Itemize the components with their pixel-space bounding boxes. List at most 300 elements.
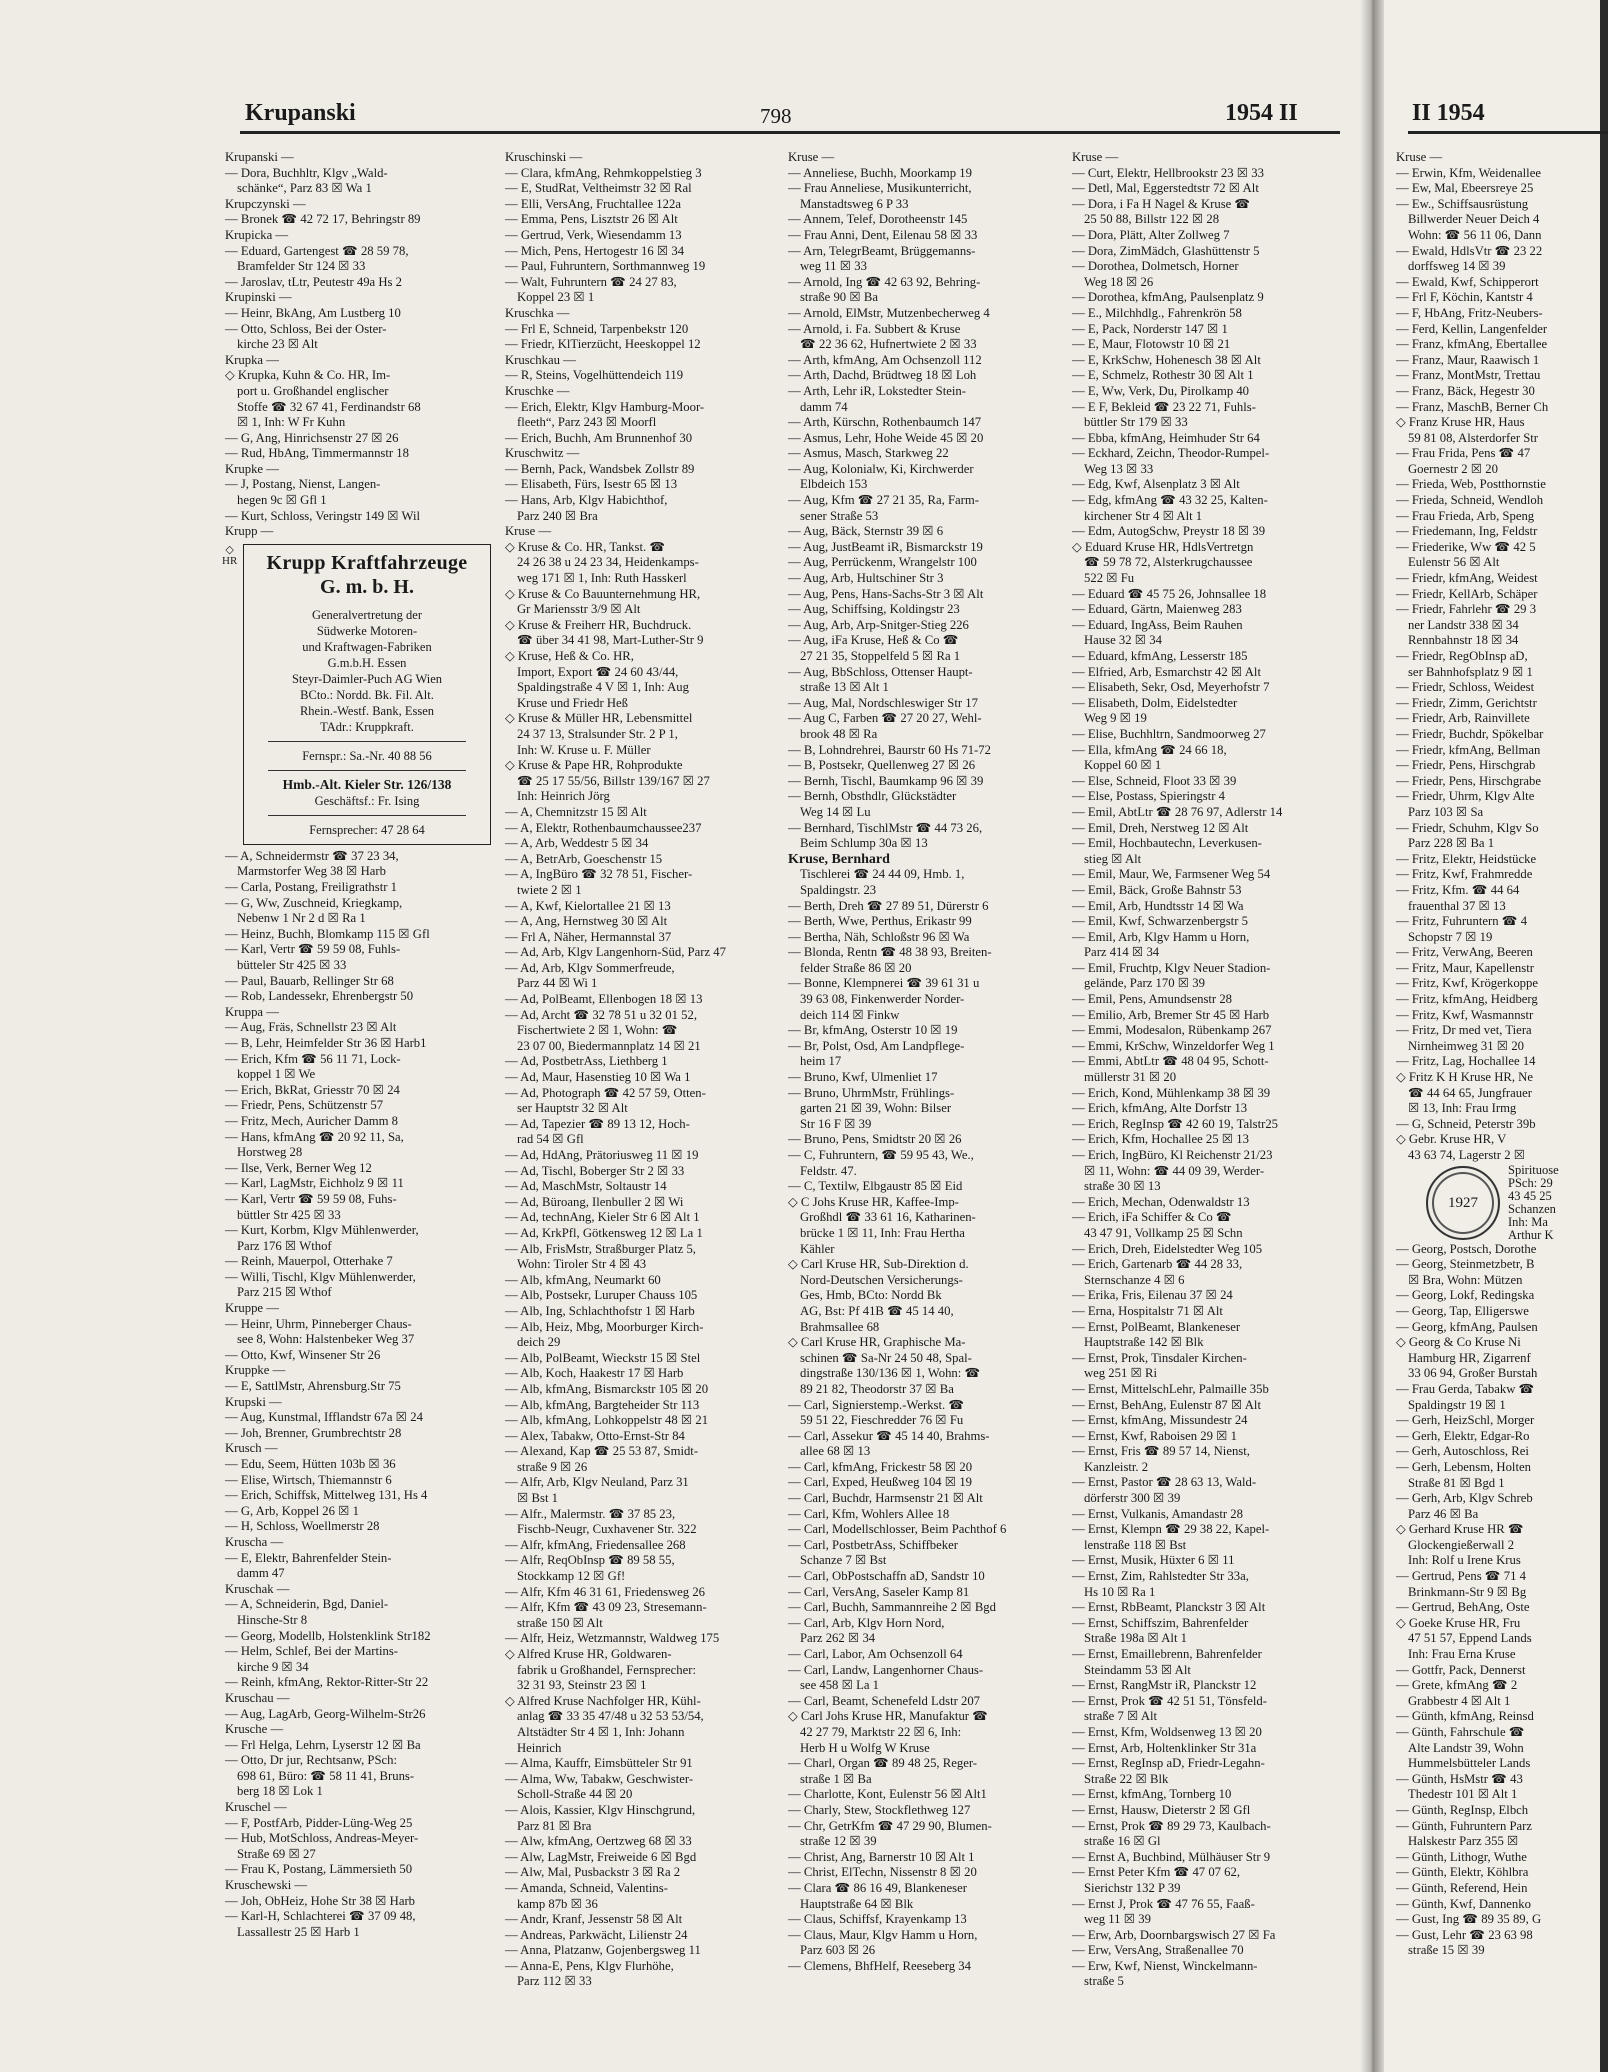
directory-entry: schinen ☎ Sa-Nr 24 50 48, Spal-: [800, 1350, 972, 1365]
directory-entry: weg 171 ☒ 1, Inh: Ruth Hasskerl: [517, 571, 687, 586]
directory-entry: Kanzleistr. 2: [1084, 1459, 1149, 1474]
directory-entry: Rennbahnstr 18 ☒ 34: [1408, 633, 1519, 648]
directory-entry: — Ernst, Vulkanis, Amandastr 28: [1072, 1506, 1243, 1521]
directory-entry: — Ernst, kfmAng, Tornberg 10: [1072, 1787, 1232, 1802]
directory-entry: — Friederike, Ww ☎ 42 5: [1396, 539, 1536, 554]
directory-entry: — Emil, Arb, Hundtsstr 14 ☒ Wa: [1072, 898, 1244, 913]
directory-entry: — Carl, Exped, Heußweg 104 ☒ 19: [788, 1475, 973, 1490]
directory-entry: — Frau Anneliese, Musikunterricht,: [788, 181, 972, 196]
directory-entry: — Georg, Postsch, Dorothe: [1396, 1241, 1537, 1256]
directory-entry: — Alb, kfmAng, Bismarckstr 105 ☒ 20: [505, 1381, 709, 1396]
directory-entry: — Gerh, Autoschloss, Rei: [1396, 1444, 1529, 1459]
directory-entry: — Ad, Arb, Klgv Sommerfreude,: [505, 960, 675, 975]
directory-entry: Manstadtsweg 6 P 33: [800, 196, 909, 211]
directory-entry: kirche 23 ☒ Alt: [237, 337, 318, 352]
directory-entry: Eulenstr 56 ☒ Alt: [1408, 555, 1500, 570]
directory-entry: fabrik u Großhandel, Fernsprecher:: [517, 1662, 696, 1677]
ad-line: Steyr-Daimler-Puch AG Wien: [291, 671, 443, 686]
directory-entry: 89 21 82, Theodorstr 37 ☒ Ba: [800, 1381, 954, 1396]
gebr-lines: [1508, 1164, 1559, 1242]
directory-entry: Bramfelder Str 124 ☒ 33: [237, 259, 366, 274]
directory-entry: — E, KrkSchw, Hohenesch 38 ☒ Alt: [1072, 352, 1261, 367]
directory-entry: — Aug, Mal, Nordschleswiger Str 17: [788, 695, 978, 710]
directory-entry: — Alfr, Kfm 46 31 61, Friedensweg 26: [505, 1584, 706, 1599]
directory-entry: straße 12 ☒ 39: [800, 1834, 877, 1849]
directory-entry: ser Hauptstr 32 ☒ Alt: [517, 1101, 628, 1116]
directory-entry: müllerstr 31 ☒ 20: [1084, 1070, 1177, 1085]
hr-label: HR: [222, 554, 238, 567]
directory-entry: Inh: Heinrich Jörg: [517, 789, 610, 804]
directory-entry: — B, Postsekr, Quellenweg 27 ☒ 26: [788, 758, 976, 773]
directory-entry: Stockkamp 12 ☒ Gf!: [517, 1569, 626, 1584]
directory-entry: — Carl, Landw, Langenhorner Chaus-: [788, 1662, 984, 1677]
directory-entry: Hs 10 ☒ Ra 1: [1084, 1584, 1156, 1599]
directory-entry: — Charly, Stew, Stockflethweg 127: [788, 1802, 971, 1817]
directory-entry: — Carl, Buchh, Sammannreihe 2 ☒ Bgd: [788, 1600, 996, 1615]
directory-entry: 24 26 38 u 24 23 34, Heidenkamps-: [517, 555, 699, 570]
directory-entry: Alte Landstr 39, Wohn: [1408, 1740, 1524, 1755]
directory-entry: straße 13 ☒ Alt 1: [800, 680, 889, 695]
directory-entry: — A, IngBüro ☎ 32 78 51, Fischer-: [505, 867, 693, 882]
gebr-line: Inh: Ma: [1508, 1214, 1548, 1229]
directory-entry: — Frieda, Schneid, Wendloh: [1396, 493, 1544, 508]
directory-entry: Brinkmann-Str 9 ☒ Bg: [1408, 1584, 1527, 1599]
directory-entry: Thedestr 101 ☒ Alt 1: [1408, 1787, 1518, 1802]
directory-entry: — E, StudRat, Veltheimstr 32 ☒ Ral: [505, 181, 692, 196]
directory-entry: see 8, Wohn: Halstenbeker Weg 37: [237, 1332, 415, 1347]
ad-manager: Geschäftsf.: Fr. Ising: [314, 793, 420, 808]
directory-entry: — Aug, Schiffsing, Koldingstr 23: [788, 602, 960, 617]
directory-entry: — Ernst, RangMstr iR, Planckstr 12: [1072, 1678, 1257, 1693]
directory-entry: — Mich, Pens, Hertogestr 16 ☒ 34: [505, 243, 685, 258]
directory-entry: — Alma, Ww, Tabakw, Geschwister-: [505, 1771, 694, 1786]
directory-entry: — Aug, Arb, Hultschiner Str 3: [788, 571, 944, 586]
directory-entry: — Elise, Wirtsch, Thiemannstr 6: [225, 1472, 392, 1487]
directory-entry: — Walt, Fuhruntern ☎ 24 27 83,: [505, 274, 677, 289]
directory-entry: — Paul, Fuhruntern, Sorthmannweg 19: [505, 259, 706, 274]
directory-entry: ◇ Carl Kruse HR, Sub-Direktion d.: [788, 1257, 969, 1272]
directory-entry: — Erich, Kond, Mühlenkamp 38 ☒ 39: [1072, 1085, 1271, 1100]
directory-entry: — Aug, Kfm ☎ 27 21 35, Ra, Farm-: [788, 493, 979, 508]
directory-entry: — Emil, Kwf, Schwarzenbergstr 5: [1072, 914, 1248, 929]
directory-entry: — Helm, Schlef, Bei der Martins-: [225, 1644, 399, 1659]
directory-entry: — Joh, ObHeiz, Hohe Str 38 ☒ Harb: [225, 1893, 416, 1908]
krupp-advertisement: [222, 543, 491, 845]
directory-entry: — Erich, RegInsp ☎ 42 60 19, Talstr25: [1072, 1116, 1279, 1131]
directory-entry: kamp 87b ☒ 36: [517, 1896, 598, 1911]
page-year: 1954 II: [1225, 100, 1298, 126]
directory-entry: — Erna, Hospitalstr 71 ☒ Alt: [1072, 1303, 1223, 1318]
directory-entry: — Karl, LagMstr, Eichholz 9 ☒ 11: [225, 1176, 404, 1191]
directory-entry: — Günth, Lithogr, Wuthe: [1396, 1849, 1527, 1864]
right-page: [1384, 0, 1600, 2072]
directory-entry: weg 11 ☒ 39: [1084, 1912, 1151, 1927]
directory-entry: — Friedr, Pens, Hirschgrab: [1396, 758, 1536, 773]
seal-emblem: [1426, 1166, 1500, 1240]
directory-entry: — Arth, Lehr iR, Lokstedter Stein-: [788, 383, 966, 398]
directory-entry: Horstweg 28: [237, 1145, 303, 1160]
directory-entry: — Emil, Bäck, Große Bahnstr 53: [1072, 882, 1242, 897]
directory-entry: see 458 ☒ La 1: [800, 1678, 880, 1693]
directory-entry: — Alb, kfmAng, Lohkoppelstr 48 ☒ 21: [505, 1413, 709, 1428]
directory-entry: — Ernst, Prok, Tinsdaler Kirchen-: [1072, 1350, 1247, 1365]
directory-entry: — Kurt, Korbm, Klgv Mühlenwerder,: [225, 1223, 419, 1238]
directory-entry: — Fritz, Kfm. ☎ 44 64: [1396, 882, 1520, 897]
directory-entry: ◇ Kruse & Co. HR, Tankst. ☎: [505, 539, 666, 554]
directory-entry: — Claus, Maur, Klgv Hamm u Horn,: [788, 1927, 978, 1942]
directory-entry: — Hans, Arb, Klgv Habichthof,: [505, 493, 668, 508]
directory-entry: ◇ Alfred Kruse HR, Goldwaren-: [505, 1647, 672, 1661]
directory-entry: garten 21 ☒ 39, Wohn: Bilser: [800, 1101, 952, 1116]
directory-entry: — Georg, Lokf, Redingska: [1396, 1288, 1535, 1303]
directory-entry: straße 15 ☒ 39: [1408, 1943, 1485, 1958]
directory-entry: — Aug, Arb, Arp-Snitger-Stieg 226: [788, 617, 969, 632]
directory-entry: hegen 9c ☒ Gfl 1: [237, 493, 327, 508]
directory-entry: Grabbestr 4 ☒ Alt 1: [1408, 1693, 1511, 1708]
directory-entry: — Carl, Kfm, Wohlers Allee 18: [788, 1506, 950, 1521]
column-2: [505, 150, 780, 2060]
directory-entry: — Frau Anni, Dent, Eilenau 58 ☒ 33: [788, 227, 978, 242]
directory-entry: Parz 112 ☒ 33: [517, 1974, 592, 1989]
directory-entry: — Frau Frida, Pens ☎ 47: [1396, 446, 1531, 461]
directory-entry: — Ella, kfmAng ☎ 24 66 18,: [1072, 742, 1227, 757]
directory-entry: Koppel 23 ☒ 1: [517, 290, 595, 305]
directory-entry: — Gertrud, BehAng, Oste: [1396, 1600, 1530, 1615]
directory-entry: Parz 176 ☒ Wthof: [237, 1238, 332, 1253]
directory-entry: Koppel 60 ☒ 1: [1084, 758, 1162, 773]
directory-entry: straße 9 ☒ 26: [517, 1459, 588, 1474]
ad-line: BCto.: Nordd. Bk. Fil. Alt.: [300, 687, 434, 702]
directory-entry: — Ernst Peter Kfm ☎ 47 07 62,: [1072, 1865, 1241, 1880]
directory-entry: Straße 81 ☒ Bgd 1: [1408, 1475, 1505, 1490]
directory-entry: Parz 228 ☒ Ba 1: [1408, 836, 1495, 851]
directory-entry: sener Straße 53: [800, 508, 879, 523]
directory-entry: — Alb, FrisMstr, Straßburger Platz 5,: [505, 1241, 696, 1256]
directory-entry: — Emil, Fruchtp, Klgv Neuer Stadion-: [1072, 960, 1271, 975]
directory-entry: Schopstr 7 ☒ 19: [1408, 929, 1493, 944]
directory-entry: — Fritz, VerwAng, Beeren: [1396, 945, 1533, 960]
directory-entry: — Ernst, Pastor ☎ 28 63 13, Wald-: [1072, 1475, 1257, 1490]
directory-entry: — Hub, MotSchloss, Andreas-Meyer-: [225, 1831, 419, 1846]
directory-entry: Krusche —: [225, 1722, 284, 1737]
directory-entry: — Edu, Seem, Hütten 103b ☒ 36: [225, 1457, 396, 1471]
directory-entry: Kähler: [800, 1241, 835, 1256]
directory-entry: — Friedr, Buchdr, Spökelbar: [1396, 726, 1544, 741]
directory-entry: — B, Lehr, Heimfelder Str 36 ☒ Harb1: [225, 1035, 427, 1050]
directory-entry: — F, HbAng, Fritz-Neubers-: [1396, 305, 1543, 320]
directory-entry: Billwerder Neuer Deich 4: [1408, 212, 1540, 227]
directory-entry: ☎ 25 17 55/56, Billstr 139/167 ☒ 27: [517, 773, 710, 788]
directory-entry: — Aug, BbSchloss, Ottenser Haupt-: [788, 664, 973, 679]
directory-entry: Großhdl ☎ 33 61 16, Katharinen-: [800, 1210, 976, 1225]
directory-entry: 522 ☒ Fu: [1084, 571, 1135, 586]
gebr-line: 43 45 25: [1508, 1188, 1552, 1203]
directory-entry: — Carl, Signierstemp.-Werkst. ☎: [788, 1397, 965, 1412]
directory-entry: Halskestr Parz 355 ☒: [1408, 1834, 1519, 1849]
directory-entry: — Erich, Kfm ☎ 56 11 71, Lock-: [225, 1051, 401, 1066]
directory-entry: Sierichstr 132 P 39: [1084, 1880, 1181, 1895]
directory-entry: frauenthal 37 ☒ 13: [1408, 898, 1506, 913]
directory-entry: — Friedr, kfmAng, Bellman: [1396, 742, 1541, 757]
directory-entry: — G, Ang, Hinrichsenstr 27 ☒ 26: [225, 430, 399, 445]
ad-title: Krupp Kraftfahrzeuge: [266, 551, 468, 574]
directory-entry: Goernestr 2 ☒ 20: [1408, 461, 1498, 476]
directory-entry: rad 54 ☒ Gfl: [517, 1132, 584, 1147]
directory-entry: felder Straße 86 ☒ 20: [800, 960, 912, 975]
directory-entry: — Emma, Pens, Lisztstr 26 ☒ Alt: [505, 212, 678, 227]
directory-entry: — Ernst, Kfm, Woldsenweg 13 ☒ 20: [1072, 1724, 1262, 1739]
directory-entry: — Alfr, ReqObInsp ☎ 89 58 55,: [505, 1553, 675, 1568]
right-header-rule: [1408, 131, 1608, 134]
directory-entry: — Franz, Maur, Raawisch 1: [1396, 352, 1540, 367]
directory-entry: — Anna, Platzanw, Gojenbergsweg 11: [505, 1943, 701, 1958]
directory-entry: — G, Arb, Koppel 26 ☒ 1: [225, 1503, 360, 1518]
directory-entry: — Alfr., Malermstr. ☎ 37 85 23,: [505, 1506, 676, 1521]
ad-line: und Kraftwagen-Fabriken: [302, 639, 432, 654]
directory-entry: — Ad, Tapezier ☎ 89 13 12, Hoch-: [505, 1116, 690, 1131]
directory-entry: Spaldingstr 19 ☒ 1: [1408, 1397, 1506, 1412]
directory-entry: — Dorothea, Dolmetsch, Horner: [1072, 259, 1239, 274]
directory-entry: Herb H u Wolfg W Kruse: [800, 1740, 930, 1755]
directory-entry: — Eduard, Gartengest ☎ 28 59 78,: [225, 243, 409, 258]
directory-entry: Weg 14 ☒ Lu: [800, 804, 871, 819]
directory-entry: — Ernst J, Prok ☎ 47 76 55, Faaß-: [1072, 1896, 1255, 1911]
directory-entry: — Ad, Maur, Hasenstieg 10 ☒ Wa 1: [505, 1070, 691, 1085]
directory-entry: — Eduard, IngAss, Beim Rauhen: [1072, 617, 1243, 632]
directory-entry: — Ernst A, Buchbind, Mülhäuser Str 9: [1072, 1849, 1271, 1864]
directory-entry: anlag ☎ 33 35 47/48 u 32 53 53/54,: [517, 1709, 704, 1724]
directory-entry: — Gerh, Elektr, Edgar-Ro: [1396, 1428, 1530, 1443]
directory-entry: — Dora, Buchhltr, Klgv „Wald-: [225, 165, 388, 180]
directory-entry: — Carl, ObPostschaffn aD, Sandstr 10: [788, 1569, 985, 1584]
directory-entry: — Franz, kfmAng, Ebertallee: [1396, 337, 1548, 352]
directory-entry: — Fritz, Kwf, Wasmannstr: [1396, 1007, 1534, 1022]
directory-entry: ☒ 1, Inh: W Fr Kuhn: [237, 415, 346, 430]
directory-entry: — Detl, Mal, Eggerstedtstr 72 ☒ Alt: [1072, 181, 1259, 196]
directory-entry: Kruse, Bernhard: [788, 851, 890, 867]
directory-entry: heim 17: [800, 1054, 842, 1069]
directory-entry: — Fritz, Maur, Kapellenstr: [1396, 960, 1534, 975]
ad-line: TAdr.: Kruppkraft.: [320, 719, 414, 734]
directory-entry: — Curt, Elektr, Hellbrookstr 23 ☒ 33: [1072, 165, 1264, 180]
directory-entry: — Alfr, Kfm ☎ 43 09 23, Stresemann-: [505, 1600, 707, 1615]
directory-entry: — Carl, Buchdr, Harmsenstr 21 ☒ Alt: [788, 1491, 983, 1506]
directory-entry: Krupczynski —: [225, 196, 306, 211]
directory-entry: — C, Fuhruntern, ☎ 59 95 43, We.,: [788, 1148, 974, 1162]
directory-entry: — Ernst, RbBeamt, Planckstr 3 ☒ Alt: [1072, 1600, 1266, 1615]
directory-entry: Glockengießerwall 2: [1408, 1537, 1515, 1552]
directory-entry: — Ernst, Prok ☎ 89 29 73, Kaulbach-: [1072, 1818, 1271, 1833]
directory-entry: Stoffe ☎ 32 67 41, Ferdinandstr 68: [237, 399, 421, 414]
directory-entry: kirchener Str 4 ☒ Alt 1: [1084, 508, 1203, 523]
directory-entry: — Aug, Perrückenm, Wrangelstr 100: [788, 555, 977, 570]
directory-entry: — Franz, MontMstr, Trettau: [1396, 368, 1541, 383]
directory-entry: — A, Schneidermstr ☎ 37 23 34,: [225, 848, 399, 863]
directory-entry: Straße 69 ☒ 27: [237, 1846, 316, 1861]
directory-entry: büttler Str 179 ☒ 33: [1084, 415, 1188, 430]
directory-entry: brücke 1 ☒ 11, Inh: Frau Hertha: [800, 1225, 965, 1240]
directory-entry: — Eduard, kfmAng, Lesserstr 185: [1072, 649, 1248, 663]
directory-entry: Parz 240 ☒ Bra: [517, 508, 598, 523]
directory-entry: — Aug, Pens, Hans-Sachs-Str 3 ☒ Alt: [788, 586, 984, 601]
directory-entry: Kruschinski —: [505, 150, 583, 164]
directory-entry: Ges, Hmb, BCto: Nordd Bk: [800, 1288, 942, 1303]
directory-entry: ◇ Gerhard Kruse HR ☎: [1396, 1522, 1524, 1537]
directory-entry: 33 06 94, Großer Burstah: [1408, 1366, 1538, 1381]
directory-entry: Hauptstraße 142 ☒ Blk: [1084, 1335, 1204, 1350]
directory-entry: — Erika, Fris, Eilenau 37 ☒ 24: [1072, 1288, 1233, 1303]
directory-entry: — E, SattlMstr, Ahrensburg.Str 75: [225, 1379, 401, 1394]
directory-entry: straße 5: [1084, 1974, 1124, 1989]
directory-entry: — Clemens, BhfHelf, Reeseberg 34: [788, 1958, 971, 1973]
directory-entry: — Alexand, Kap ☎ 25 53 87, Smidt-: [505, 1444, 699, 1459]
directory-entry: — Emil, AbtLtr ☎ 28 76 97, Adlerstr 14: [1072, 804, 1283, 819]
directory-entry: — Ferd, Kellin, Langenfelder: [1396, 321, 1548, 336]
directory-entry: — Erich, IngBüro, Kl Reichenstr 21/23: [1072, 1148, 1273, 1162]
directory-entry: — R, Steins, Vogelhüttendeich 119: [505, 368, 684, 383]
directory-entry: — Frau Gerda, Tabakw ☎: [1396, 1381, 1535, 1396]
directory-entry: — Günth, Kwf, Dannenko: [1396, 1896, 1531, 1911]
directory-entry: — Günth, HsMstr ☎ 43: [1396, 1771, 1523, 1786]
directory-entry: — Arth, Dachd, Brüdtweg 18 ☒ Loh: [788, 368, 977, 383]
directory-entry: berg 18 ☒ Lok 1: [237, 1784, 323, 1799]
directory-entry: — Emil, Pens, Amundsenstr 28: [1072, 992, 1233, 1007]
directory-entry: — Alois, Kassier, Klgv Hinschgrund,: [505, 1802, 696, 1817]
directory-entry: — Annem, Telef, Dorotheenstr 145: [788, 212, 968, 227]
directory-entry: ☎ 59 78 72, Alsterkrugchaussee: [1084, 555, 1253, 570]
directory-entry: dörferstr 300 ☒ 39: [1084, 1491, 1181, 1506]
directory-entry: — Aug, iFa Kruse, Heß & Co ☎: [788, 633, 959, 648]
directory-entry: — Else, Postass, Spieringstr 4: [1072, 789, 1225, 804]
directory-entry: Schanze 7 ☒ Bst: [800, 1553, 887, 1568]
page-number: 798: [760, 104, 792, 128]
directory-entry: — Ernst, Musik, Hüxter 6 ☒ 11: [1072, 1553, 1235, 1568]
directory-entry: Inh: Frau Erna Kruse: [1408, 1647, 1516, 1662]
directory-entry: — Elisabeth, Dolm, Eidelstedter: [1072, 695, 1238, 710]
directory-entry: Kruscha —: [225, 1534, 284, 1549]
directory-entry: Spaldingstraße 4 V ☒ 1, Inh: Aug: [517, 680, 689, 695]
directory-entry: Wohn: ☎ 56 11 06, Dann: [1408, 227, 1542, 242]
directory-entry: — Gertrud, Pens ☎ 71 4: [1396, 1569, 1526, 1584]
directory-entry: 43 63 74, Lagerstr 2 ☒: [1408, 1148, 1526, 1162]
directory-entry: — Franz, MaschB, Berner Ch: [1396, 399, 1549, 414]
directory-entry: Scholl-Straße 44 ☒ 20: [517, 1787, 633, 1802]
directory-entry: — Fritz, Fuhruntern ☎ 4: [1396, 914, 1528, 929]
directory-entry: 32 31 93, Steinstr 23 ☒ 1: [517, 1678, 647, 1693]
directory-entry: — Frl A, Näher, Hermannstal 37: [505, 929, 672, 944]
directory-entry: Altstädter Str 4 ☒ 1, Inh: Johann: [517, 1724, 685, 1739]
directory-entry: — Elise, Buchhltrn, Sandmoorweg 27: [1072, 726, 1266, 741]
directory-entry: — Ernst, BehAng, Eulenstr 87 ☒ Alt: [1072, 1397, 1261, 1412]
directory-entry: — Dora, i Fa H Nagel & Kruse ☎: [1072, 196, 1251, 211]
directory-entry: — Bernh, Tischl, Baumkamp 96 ☒ 39: [788, 773, 984, 788]
gebr-line: Spirituose: [1508, 1162, 1559, 1177]
directory-entry: Krusch —: [225, 1441, 278, 1456]
directory-entry: Krupanski —: [225, 150, 294, 164]
directory-entry: Str 16 F ☒ 39: [800, 1116, 872, 1131]
directory-entry: — Arn, TelegrBeamt, Brüggemanns-: [788, 243, 976, 258]
directory-entry: — Ad, HdAng, Prätoriusweg 11 ☒ 19: [505, 1148, 699, 1162]
directory-entry: — E, Pack, Norderstr 147 ☒ 1: [1072, 321, 1228, 336]
directory-entry: — Br, kfmAng, Osterstr 10 ☒ 19: [788, 1023, 958, 1038]
directory-entry: — Gottfr, Pack, Dennerst: [1396, 1662, 1526, 1677]
directory-entry: — Friedr, Zimm, Gerichtstr: [1396, 695, 1537, 710]
directory-entry: — Frl F, Köchin, Kantstr 4: [1396, 290, 1533, 305]
directory-entry: — Ernst, Hausw, Dieterstr 2 ☒ Gfl: [1072, 1802, 1251, 1817]
directory-entry: ◇ Fritz K H Kruse HR, Ne: [1396, 1070, 1533, 1085]
directory-entry: — Erwin, Kfm, Weidenallee: [1396, 165, 1541, 180]
directory-entry: Spaldingstr. 23: [800, 882, 877, 897]
directory-entry: — Gust, Ing ☎ 89 35 89, G: [1396, 1912, 1542, 1927]
directory-entry: — Otto, Schloss, Bei der Oster-: [225, 321, 387, 336]
directory-entry: — Carl, Beamt, Schenefeld Ldstr 207: [788, 1693, 981, 1708]
directory-entry: Nebenw 1 Nr 2 d ☒ Ra 1: [237, 911, 366, 926]
directory-entry: straße 1 ☒ Ba: [800, 1771, 872, 1786]
directory-entry: — Friedr, Schloss, Weidest: [1396, 680, 1535, 695]
directory-entry: Kruse und Friedr Heß: [517, 695, 628, 710]
directory-entry: — Franz, Bäck, Hegestr 30: [1396, 383, 1535, 398]
directory-entry: — Emmi, Modesalon, Rübenkamp 267: [1072, 1023, 1272, 1038]
directory-entry: — Otto, Kwf, Winsener Str 26: [225, 1347, 381, 1362]
right-column: [1396, 150, 1606, 2060]
directory-entry: — Erich, kfmAng, Alte Dorfstr 13: [1072, 1101, 1248, 1116]
directory-entry: Feldstr. 47.: [800, 1163, 857, 1178]
directory-entry: — Reinh, Mauerpol, Otterhake 7: [225, 1254, 393, 1269]
diamond-icon: ◇: [225, 543, 234, 556]
directory-entry: — Ad, KrkPfl, Götkensweg 12 ☒ La 1: [505, 1225, 703, 1240]
directory-entry: Weg 18 ☒ 26: [1084, 274, 1154, 289]
directory-entry: — Arnold, ElMstr, Mutzenbecherweg 4: [788, 305, 990, 320]
directory-entry: — Fritz, Mech, Auricher Damm 8: [225, 1113, 399, 1128]
directory-entry: — Carl, PostbetrAss, Schiffbeker: [788, 1537, 958, 1552]
directory-entry: — E, Elektr, Bahrenfelder Stein-: [225, 1550, 392, 1565]
directory-entry: — Paul, Bauarb, Rellinger Str 68: [225, 973, 394, 988]
directory-entry: — Fritz, Lag, Hochallee 14: [1396, 1054, 1536, 1069]
directory-entry: — Asmus, Lehr, Hohe Weide 45 ☒ 20: [788, 430, 984, 445]
directory-entry: Kruse —: [505, 524, 552, 539]
column-1: [222, 150, 497, 2060]
directory-entry: ☒ Bst 1: [517, 1491, 558, 1506]
directory-entry: ☎ über 34 41 98, Mart-Luther-Str 9: [517, 633, 704, 648]
directory-entry: — Frl Helga, Lehrn, Lyserstr 12 ☒ Ba: [225, 1737, 421, 1752]
page-running-head: Krupanski: [245, 100, 356, 126]
directory-entry: — Bernh, Obsthdlr, Glückstädter: [788, 789, 957, 804]
directory-entry: — Aug, Kunstmal, Ifflandstr 67a ☒ 24: [225, 1410, 423, 1425]
directory-entry: — Alw, LagMstr, Freiweide 6 ☒ Bgd: [505, 1849, 697, 1864]
directory-entry: — A, Kwf, Kielortallee 21 ☒ 13: [505, 898, 671, 913]
directory-entry: — Erw, Arb, Doornbargswisch 27 ☒ Fa: [1072, 1927, 1276, 1942]
directory-entry: ◇ Georg & Co Kruse Ni: [1396, 1335, 1521, 1350]
directory-entry: — Bruno, Kwf, Ulmenliet 17: [788, 1070, 938, 1085]
directory-entry: — Rob, Landessekr, Ehrenbergstr 50: [225, 989, 414, 1004]
directory-entry: — G, Schneid, Peterstr 39b: [1396, 1116, 1536, 1131]
directory-entry: Hamburg HR, Zigarrenf: [1408, 1350, 1531, 1365]
directory-entry: — Gerh, HeizSchl, Morger: [1396, 1413, 1535, 1428]
gebr-line: PSch: 29: [1508, 1175, 1553, 1190]
directory-entry: — Elisabeth, Sekr, Osd, Meyerhofstr 7: [1072, 680, 1270, 695]
directory-entry: — Erich, Gartenarb ☎ 44 28 33,: [1072, 1257, 1243, 1272]
directory-entry: — Bernhard, TischlMstr ☎ 44 73 26,: [788, 820, 983, 835]
directory-entry: — Alw, kfmAng, Oertzweg 68 ☒ 33: [505, 1834, 692, 1849]
directory-entry: — Gertrud, Verk, Wiesendamm 13: [505, 227, 682, 242]
directory-entry: ☎ 22 36 62, Hufnertwiete 2 ☒ 33: [800, 337, 977, 352]
ad-line: Rhein.-Westf. Bank, Essen: [299, 703, 435, 718]
directory-entry: — Jaroslav, tLtr, Peutestr 49a Hs 2: [225, 274, 402, 289]
directory-entry: ◇ Kruse & Müller HR, Lebensmittel: [505, 711, 693, 726]
ad-phone: Fernspr.: Sa.-Nr. 40 88 56: [302, 748, 432, 763]
directory-entry: weg 11 ☒ 33: [800, 259, 867, 274]
directory-entry: — Alfr, kfmAng, Friedensallee 268: [505, 1537, 686, 1552]
